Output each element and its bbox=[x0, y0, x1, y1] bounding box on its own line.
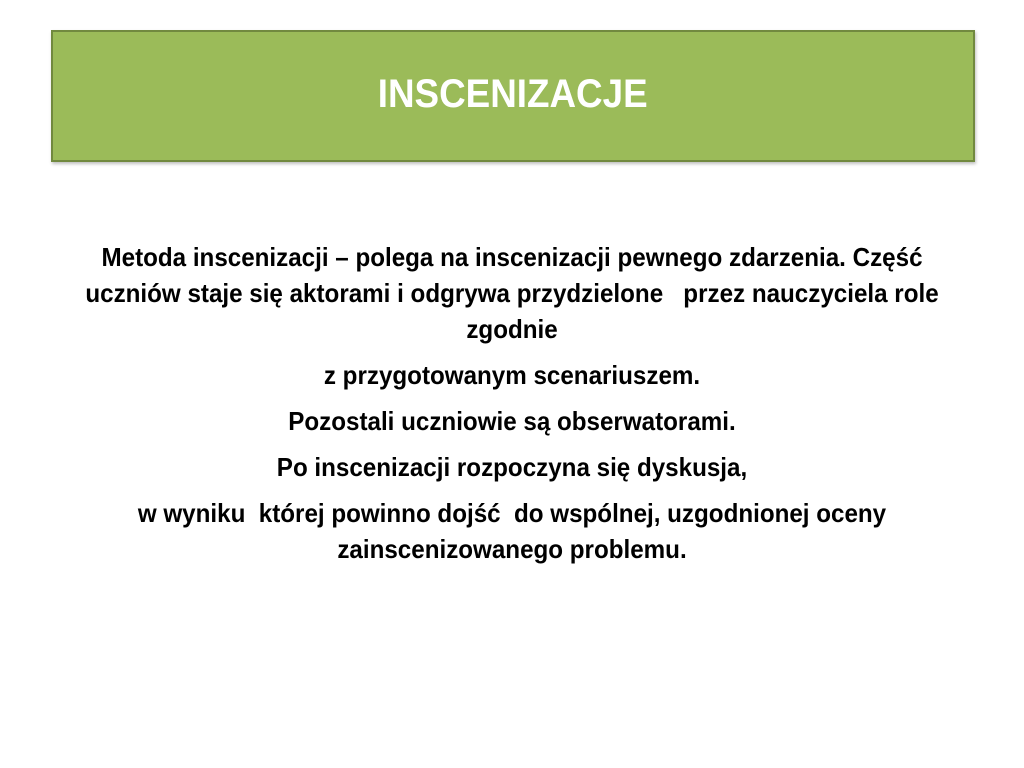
paragraph-method-definition: Metoda inscenizacji – polega na inscenizacji pewnego zdarzenia. Część uczniów staje się aktorami i odgrywa przydzielone przez nauczyciela role zgodnie bbox=[85, 242, 946, 344]
title-banner bbox=[51, 30, 975, 162]
paragraph-observers: Pozostali uczniowie są obserwatorami. bbox=[288, 406, 736, 436]
slide-body bbox=[40, 239, 984, 577]
paragraph-conclusion: w wyniku której powinno dojść do wspólnej, uzgodnionej oceny zainscenizowanego problemu. bbox=[137, 498, 893, 564]
paragraph-discussion: Po inscenizacji rozpoczyna się dyskusja, bbox=[276, 452, 748, 482]
slide-title: INSCENIZACJE bbox=[378, 71, 648, 116]
paragraph-scenario: z przygotowanym scenariuszem. bbox=[323, 360, 701, 390]
